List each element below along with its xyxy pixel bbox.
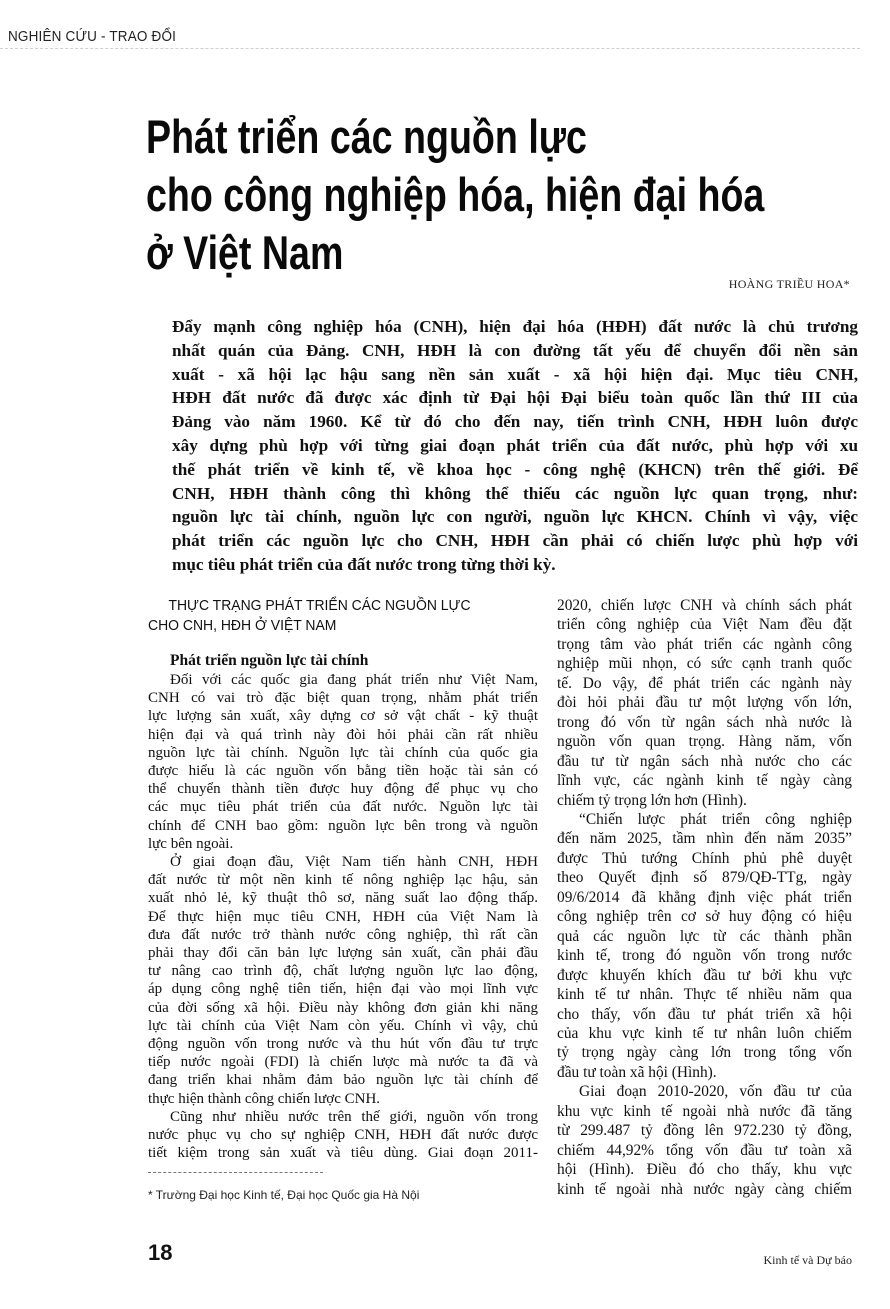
text-line: tiếp nước ngoài (FDI) là chiến lược mà nước ta đã và xyxy=(148,1054,538,1071)
text-line: lực bên ngoài. xyxy=(148,835,234,852)
text-line: các mục tiêu phát triển của đất nước. Nguồn lực tài xyxy=(148,799,538,816)
text-line: được Thủ tướng Chính phủ phê duyệt xyxy=(557,849,852,867)
text-line: HĐH đất nước đã được xác định từ Đại hội Đại biểu toàn quốc lần thứ III của xyxy=(172,388,858,408)
text-line: chính để CNH bao gồm: nguồn lực bên trong và nguồn xyxy=(148,817,538,834)
text-line: chiếm 44,92% tổng vốn đầu tư toàn xã xyxy=(557,1141,852,1159)
text-line: của đời sống xã hội. Điều này không đơn giản khi năng xyxy=(148,999,538,1016)
text-line: đầu tư từ ngân sách nhà nước cho các xyxy=(557,752,852,770)
author-name: HOÀNG TRIỀU HOA* xyxy=(728,277,850,291)
text-line: kinh tế ngoài nhà nước ngày càng chiếm xyxy=(557,1180,852,1198)
article-title xyxy=(146,108,764,282)
text-line: xuất - xã hội lạc hậu sang nền sản xuất - xã hội hiện đại. Mục tiêu CNH, xyxy=(172,364,858,384)
text-line: lực lượng sản xuất, xây dựng cơ sở vật chất - kỹ thuật xyxy=(148,708,538,725)
text-line: Giai đoạn 2010-2020, vốn đầu tư của xyxy=(579,1083,852,1101)
text-line: Để thực hiện mục tiêu CNH, HĐH của Việt Nam là xyxy=(148,908,538,925)
text-line: khu vực kinh tế ngoài nhà nước đã tăng xyxy=(557,1102,852,1120)
text-line: mục tiêu phát triển của đất nước trong từng thời kỳ. xyxy=(172,554,556,574)
text-line: theo Quyết định số 879/QĐ-TTg, ngày xyxy=(557,869,852,887)
text-line: thể chuyển thành tiền được huy động để phục vụ cho xyxy=(148,781,538,798)
text-line: kinh tế tư nhân. Thực tế nhiều năm qua xyxy=(557,986,852,1004)
text-line: phải thay đổi căn bản lực lượng sản xuất, cần phải đầu xyxy=(148,945,538,962)
text-line: “Chiến lược phát triển công nghiệp xyxy=(579,810,852,828)
journal-name: Kinh tế và Dự báo xyxy=(763,1253,852,1267)
text-line: thực hiện thành công chiến lược CNH. xyxy=(148,1090,381,1107)
section-heading xyxy=(148,596,511,636)
text-line: hội (Hình). Điều đó cho thấy, khu vực xyxy=(557,1161,852,1179)
text-line: nguồn vốn quan trọng. Hàng năm, vốn xyxy=(557,733,852,751)
text-line: nước phục vụ cho sự nghiệp CNH, HĐH đất nước được xyxy=(148,1127,538,1144)
text-line: tỷ trọng ngày càng lớn trong tổng vốn xyxy=(557,1044,852,1062)
section-heading-line: CHO CNH, HĐH Ở VIỆT NAM xyxy=(148,617,337,634)
text-line: đến năm 2025, tầm nhìn đến năm 2035” xyxy=(557,830,852,848)
footnote: * Trường Đại học Kinh tế, Đại học Quốc gia Hà Nội xyxy=(148,1188,420,1202)
text-line: nhất quán của Đảng. CNH, HĐH là con đường tất yếu để chuyển đổi nền sản xyxy=(172,340,858,360)
text-line: quả các nguồn lực từ các thành phần xyxy=(557,927,852,945)
subheading: Phát triển nguồn lực tài chính xyxy=(170,652,369,669)
left-column xyxy=(148,596,538,1162)
text-line: được hiểu là các nguồn vốn bằng tiền hoặc tài sản có xyxy=(148,763,538,780)
text-line: động nguồn vốn trong nước và thu hút vốn đầu tư trực xyxy=(148,1036,538,1053)
section-heading-line: THỰC TRẠNG PHÁT TRIỂN CÁC NGUỒN LỰC xyxy=(168,597,471,614)
text-line: nghiệp mũi nhọn, có sức cạnh tranh quốc xyxy=(557,655,852,673)
text-line: nguồn lực tài chính. Nguồn lực tài chính của quốc gia xyxy=(148,744,538,761)
text-line: áp dụng công nghệ tiên tiến, hiện đại vào mọi lĩnh vực xyxy=(148,981,538,998)
text-line: Đảng vào năm 1960. Kể từ đó cho đến nay, tiến trình CNH, HĐH luôn được xyxy=(172,412,858,432)
text-line: trong đó vốn từ ngân sách nhà nước là xyxy=(557,713,852,731)
text-line: phát triển các nguồn lực cho CNH, HĐH cần phải có chiến lược phù hợp với xyxy=(172,531,858,551)
text-line: hiện đại và quá trình này đòi hỏi phải cần rất nhiều xyxy=(148,726,538,743)
footnote-divider xyxy=(148,1172,323,1173)
abstract xyxy=(172,315,858,577)
title-line: ở Việt Nam xyxy=(146,226,344,279)
text-line: xây dựng phù hợp với từng giai đoạn phát triển của đất nước, phù hợp với xu xyxy=(172,435,858,455)
text-line: cho thấy, vốn đầu tư phát triển xã hội xyxy=(557,1005,852,1023)
text-line: Đẩy mạnh công nghiệp hóa (CNH), hiện đại hóa (HĐH) đất nước là chủ trương xyxy=(172,317,858,336)
right-column xyxy=(557,596,852,1199)
text-line: 09/6/2014 đã khẳng định việc phát triển xyxy=(557,888,852,906)
text-line: tế. Do vậy, để phát triển các ngành này xyxy=(557,674,852,692)
text-line: công nghiệp trên cơ sở huy động có hiệu xyxy=(557,908,852,926)
text-line: trọng tâm vào phát triển các ngành công xyxy=(557,635,852,653)
section-label: NGHIÊN CỨU - TRAO ĐỔI xyxy=(8,28,177,45)
text-line: đất nước từ một nền kinh tế nông nghiệp lạc hậu, sản xyxy=(148,872,538,889)
text-line: lĩnh vực, các ngành kinh tế ngày càng xyxy=(557,772,852,790)
text-line: CNH, HĐH thành công thì không thể thiếu các nguồn lực quan trọng, như: xyxy=(172,483,858,503)
text-line: Cũng như nhiều nước trên thế giới, nguồn vốn trong xyxy=(170,1108,538,1125)
title-line: cho công nghiệp hóa, hiện đại hóa xyxy=(146,168,765,221)
text-line: kinh tế, trong đó nguồn vốn trong nước xyxy=(557,947,852,965)
text-line: nguồn lực tài chính, nguồn lực con người, nguồn lực KHCN. Chính vì vậy, việc xyxy=(172,507,858,527)
header-divider xyxy=(0,48,860,49)
text-line: 2020, chiến lược CNH và chính sách phát xyxy=(557,597,852,614)
text-line: tiết kiệm trong sản xuất và tiêu dùng. Giai đoạn 2011- xyxy=(148,1145,538,1162)
text-line: được khuyến khích đầu tư bởi khu vực xyxy=(557,966,852,984)
text-line: xuất nhỏ lẻ, kỹ thuật thô sơ, năng suất lao động thấp. xyxy=(148,890,538,907)
text-line: đang triển khai nhằm đảm bảo nguồn lực tài chính để xyxy=(148,1072,538,1089)
text-line: đầu tư toàn xã hội (Hình). xyxy=(557,1063,717,1081)
text-line: tư nâng cao trình độ, chất lượng nguồn lực lao động, xyxy=(148,963,538,980)
text-line: triển công nghiệp của Việt Nam đều đặt xyxy=(557,616,852,634)
text-line: Đối với các quốc gia đang phát triển như Việt Nam, xyxy=(170,672,538,688)
text-line: đưa đất nước trở thành nước công nghiệp, thì rất cần xyxy=(148,926,538,943)
text-line: từ 299.487 tỷ đồng lên 972.230 tỷ đồng, xyxy=(557,1122,852,1140)
left-body xyxy=(148,671,538,1162)
text-line: của khu vực kinh tế tư nhân luôn chiếm xyxy=(557,1024,852,1042)
text-line: chiếm tỷ trọng lớn hơn (Hình). xyxy=(557,791,747,809)
text-line: lực tài chính của Việt Nam còn yếu. Chính vì vậy, chủ xyxy=(148,1017,538,1034)
page-number: 18 xyxy=(148,1240,173,1265)
text-line: thế phát triển về kinh tế, về khoa học - công nghệ (KHCN) trên thế giới. Để xyxy=(172,459,858,479)
text-line: đòi hỏi phải đầu tư một lượng vốn lớn, xyxy=(557,694,852,712)
text-line: Ở giai đoạn đầu, Việt Nam tiến hành CNH, HĐH xyxy=(170,854,538,871)
text-line: CNH có vai trò đặc biệt quan trọng, nhằm phát triển xyxy=(148,690,538,707)
title-line: Phát triển các nguồn lực xyxy=(146,110,587,163)
